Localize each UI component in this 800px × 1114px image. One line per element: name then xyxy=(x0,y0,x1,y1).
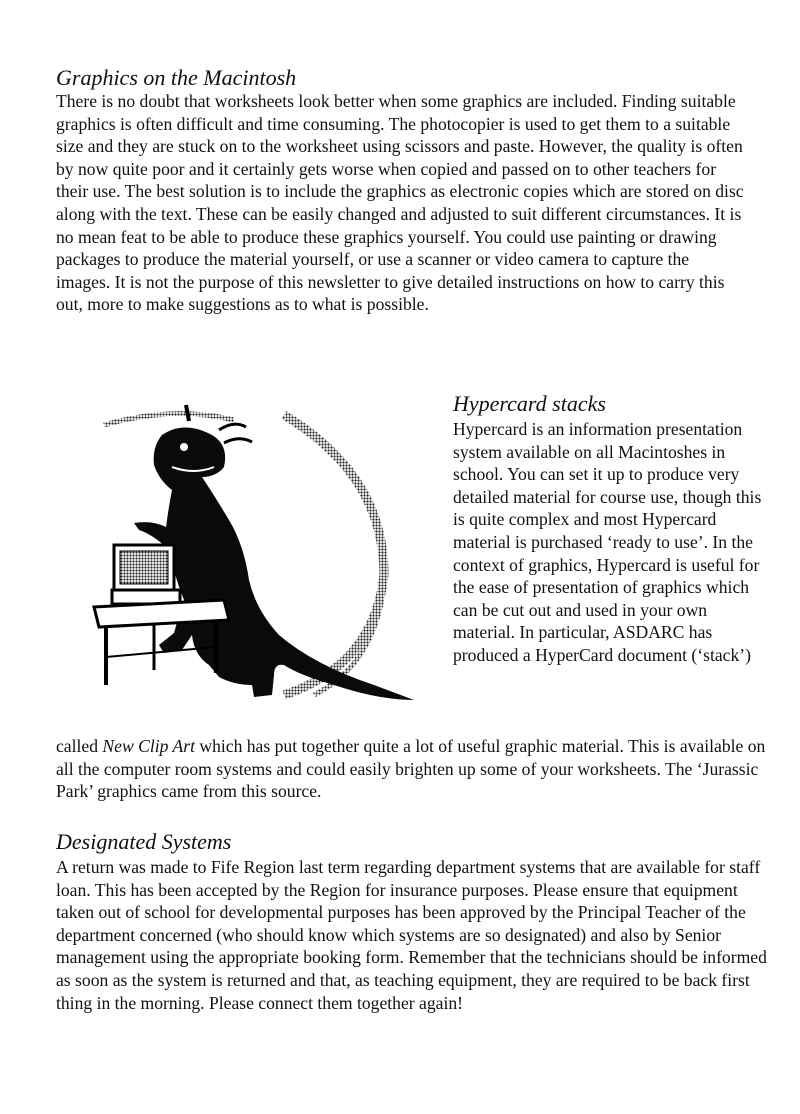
continued-text-end: which has put together quite a lot of useful graphic material. This is available on all the computer room systems and could easily brighten up some of your worksheets. The ‘Jurassic Park’ graphics came from this source. xyxy=(56,736,766,802)
section-body-hypercard: Hypercard is an information presentation system available on all Macintoshes in school. You can set it up to produce very detailed material for course use, though this is quite complex and most Hypercard material is purchased ‘ready to use’. In the context of graphics, Hypercard is useful for the ease of presentation of graphics which can be cut out and used in your own material. In particular, ASDARC has produced a HyperCard document (‘stack’) xyxy=(453,419,762,665)
clip-art-title: New Clip Art xyxy=(102,736,195,756)
section-title-designated-systems: Designated Systems xyxy=(56,829,232,854)
dinosaur-at-computer-icon xyxy=(84,395,454,740)
section-title-graphics: Graphics on the Macintosh xyxy=(56,65,297,90)
section-title-hypercard: Hypercard stacks xyxy=(453,391,606,416)
continued-text-start: called xyxy=(56,736,103,756)
section-body-graphics: There is no doubt that worksheets look better when some graphics are included. Finding suitable graphics is often difficult and time consuming. The photocopier is used to get them to a suitable size and they are stuck on to the worksheet using scissors and paste. However, the quality is often by now quite poor and it certainly gets worse when copied and passed on to other teachers for their use. The best solution is to include the graphics as electronic copies which are stored on disc along with the text. These can be easily changed and adjusted to suit different circumstances. It is no mean feat to be able to produce these graphics yourself. You could use painting or drawing packages to produce the material yourself, or use a scanner or video camera to capture the images. It is not the purpose of this newsletter to give detailed instructions on how to carry this out, more to make suggestions as to what is possible. xyxy=(56,91,744,315)
section-body-hypercard-continued xyxy=(56,735,776,803)
section-body-designated-systems: A return was made to Fife Region last term regarding department systems that are available for staff loan. This has been accepted by the Region for insurance purposes. Please ensure that equipment taken out of school for developmental purposes has been approved by the Principal Teacher of the department concerned (who should know which systems are so designated) and also by Senior management using the appropriate booking form. Remember that the technicians should be informed as soon as the system is returned and that, as teaching equipment, they are required to be back first thing in the morning. Please connect them together again! xyxy=(56,857,767,1013)
